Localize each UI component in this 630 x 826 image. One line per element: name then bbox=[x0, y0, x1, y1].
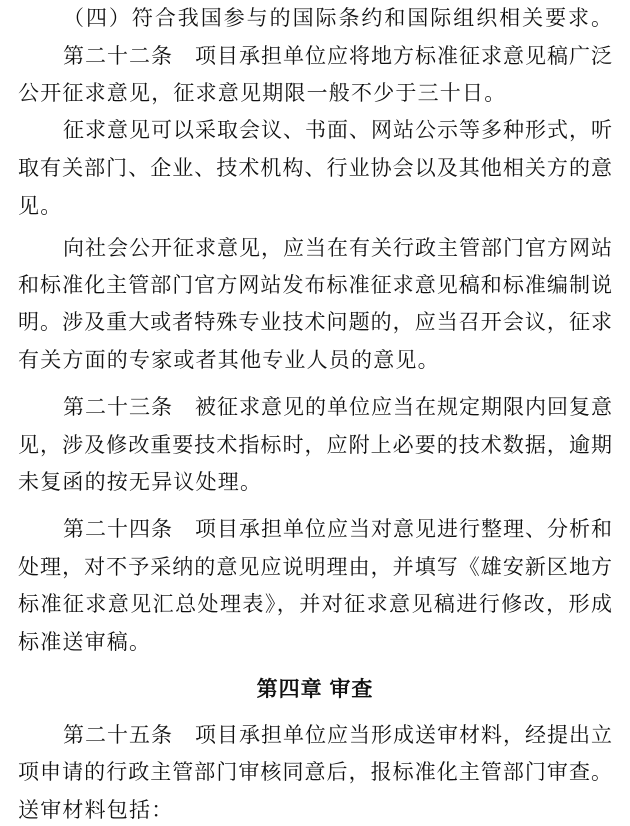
document-line: 有关方面的专家或者其他专业人员的意见。 bbox=[18, 348, 440, 372]
document-line: 第二十三条 被征求意见的单位应当在规定期限内回复意 bbox=[63, 395, 612, 419]
document-line: 向社会公开征求意见，应当在有关行政主管部门官方网站 bbox=[63, 236, 612, 260]
document-line: 标准送审稿。 bbox=[18, 630, 152, 654]
document-line: 第二十四条 项目承担单位应当对意见进行整理、分析和 bbox=[63, 517, 612, 541]
document-line: 和标准化主管部门官方网站发布标准征求意见稿和标准编制说 bbox=[18, 273, 612, 297]
document-line: 第二十二条 项目承担单位应将地方标准征求意见稿广泛 bbox=[63, 44, 612, 68]
document-line: 征求意见可以采取会议、书面、网站公示等多种形式，听 bbox=[63, 118, 612, 142]
document-line: 处理，对不予采纳的意见应说明理由，并填写《雄安新区地方 bbox=[18, 555, 612, 579]
document-line: 公开征求意见，征求意见期限一般不少于三十日。 bbox=[18, 81, 507, 105]
document-line: 明。涉及重大或者特殊专业技术问题的，应当召开会议，征求 bbox=[18, 310, 612, 334]
chapter-heading: 第四章 审查 bbox=[256, 678, 374, 701]
document-line: 取有关部门、企业、技术机构、行业协会以及其他相关方的意 bbox=[18, 156, 612, 180]
document-line: 第二十五条 项目承担单位应当形成送审材料，经提出立 bbox=[63, 723, 612, 747]
document-line: 项申请的行政主管部门审核同意后，报标准化主管部门审查。 bbox=[18, 760, 612, 784]
document-line: 标准征求意见汇总处理表》，并对征求意见稿进行修改，形成 bbox=[18, 592, 612, 616]
document-line: 见。 bbox=[18, 194, 63, 218]
document-line: 见，涉及修改重要技术指标时，应附上必要的技术数据，逾期 bbox=[18, 433, 612, 457]
document-line: 未复函的按无异议处理。 bbox=[18, 470, 263, 494]
document-line: 送审材料包括： bbox=[18, 798, 174, 822]
document-line: （四）符合我国参与的国际条约和国际组织相关要求。 bbox=[63, 6, 612, 30]
